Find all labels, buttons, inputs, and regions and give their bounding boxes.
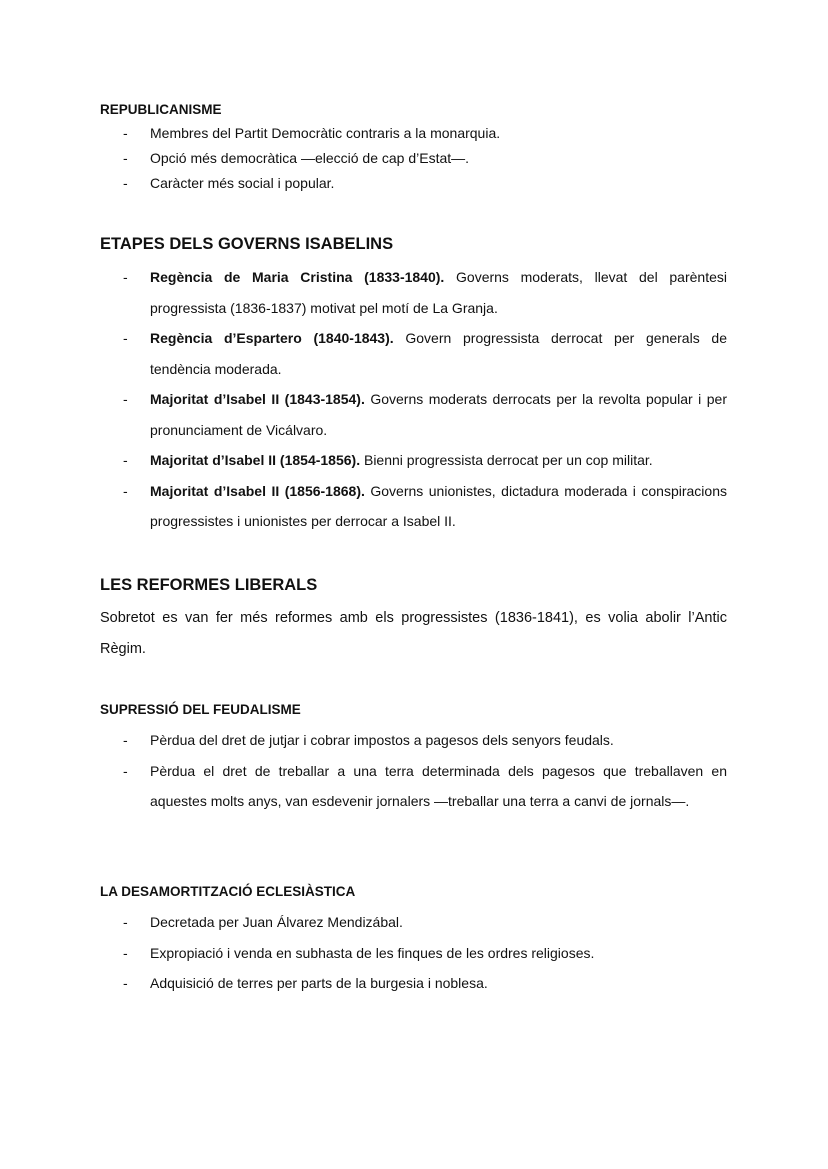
- section-feudalisme: [100, 700, 727, 817]
- bullet-list: [100, 907, 727, 999]
- section-reformes: [100, 573, 727, 664]
- list-item: - Regència d’Espartero (1840-1843). Govern progressista derrocat per generals de tendència moderada.: [123, 330, 727, 377]
- section-heading: LA DESAMORTITZACIÓ ECLESIÀSTICA: [100, 884, 356, 899]
- section-heading: ETAPES DELS GOVERNS ISABELINS: [100, 235, 394, 253]
- list-item: - Expropiació i venda en subhasta de les finques de les ordres religioses.: [123, 944, 595, 961]
- bullet-list: [100, 725, 727, 817]
- list-item: - Majoritat d’Isabel II (1854-1856). Bienni progressista derrocat per un cop militar.: [123, 452, 653, 468]
- list-item: - Majoritat d’Isabel II (1856-1868). Governs unionistes, dictadura moderada i conspiracions progressistes i unionistes per derrocar a Isabel II.: [123, 482, 727, 529]
- list-item: - Regència de Maria Cristina (1833-1840). Governs moderats, llevat del parèntesi progressista (1836-1837) motivat pel motí de La Granja.: [123, 269, 727, 316]
- list-item: - Decretada per Juan Álvarez Mendizábal.: [123, 914, 403, 930]
- list-item: - Pèrdua del dret de jutjar i cobrar impostos a pagesos dels senyors feudals.: [123, 732, 614, 748]
- section-republicanisme: [100, 100, 727, 196]
- section-heading: REPUBLICANISME: [100, 102, 222, 117]
- list-item: - Adquisició de terres per parts de la burgesia i noblesa.: [123, 975, 488, 991]
- bullet-list: [100, 262, 727, 537]
- list-item: - Pèrdua el dret de treballar a una terra determinada dels pagesos que treballaven en aquestes molts anys, van esdevenir jornalers —treballar una terra a canvi de jornals—.: [123, 762, 727, 809]
- paragraph: Sobretot es van fer més reformes amb els progressistes (1836-1841), es volia abolir l’Antic Règim.: [100, 610, 727, 657]
- list-item: - Membres del Partit Democràtic contraris a la monarquia.: [123, 125, 501, 141]
- bullet-list: [100, 121, 727, 196]
- section-etapes: [100, 232, 727, 537]
- list-item: - Majoritat d’Isabel II (1843-1854). Governs moderats derrocats per la revolta popular i per pronunciament de Vicálvaro.: [123, 391, 727, 438]
- list-item: - Caràcter més social i popular.: [123, 175, 335, 191]
- section-desamortitzacio: [100, 882, 727, 999]
- list-item: - Opció més democràtica —elecció de cap d’Estat—.: [123, 150, 470, 166]
- section-heading: SUPRESSIÓ DEL FEUDALISME: [100, 702, 301, 717]
- section-heading: LES REFORMES LIBERALS: [100, 576, 318, 594]
